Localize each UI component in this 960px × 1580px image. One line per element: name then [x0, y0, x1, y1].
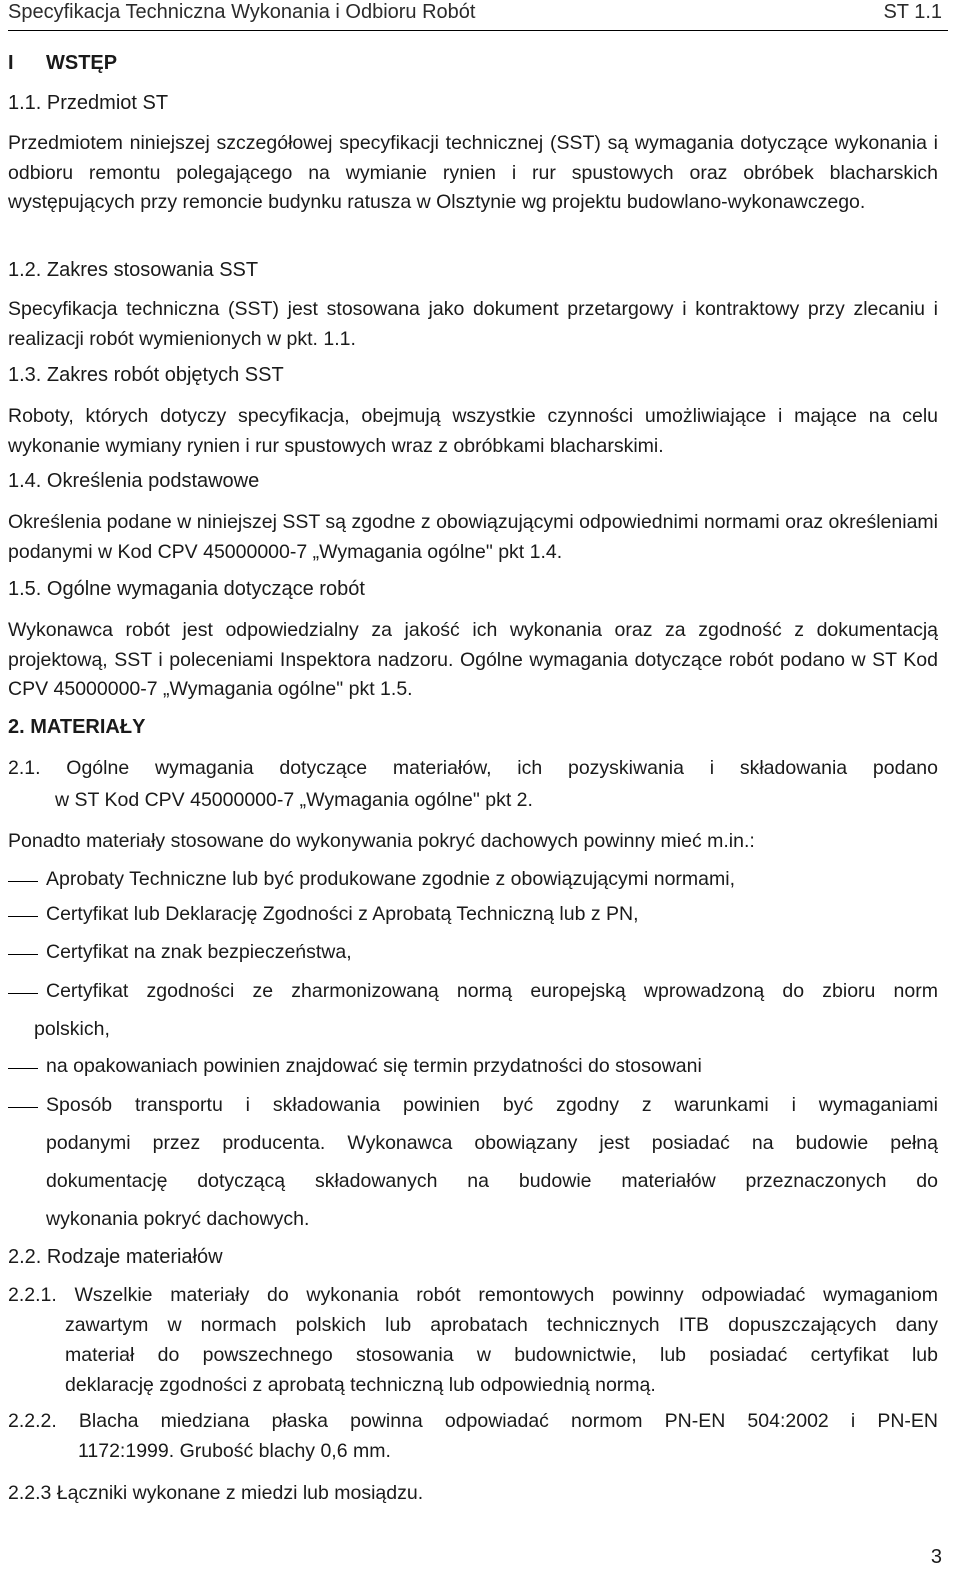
heading-1-2: 1.2. Zakres stosowania SST: [8, 259, 259, 281]
section-2-2-1-line: materiał do powszechnego stosowania w budownictwie, lub posiadać certyfikat lub: [65, 1344, 938, 1366]
bullet-dash: [8, 881, 38, 882]
bullet-item-continuation: dokumentację dotyczącą składowanych na budowie materiałów przeznaczonych do: [46, 1170, 938, 1192]
paragraph-1-5: Wykonawca robót jest odpowiedzialny za jakość ich wykonania oraz za zgodność z dokumentacją projektową, SST i poleceniami Inspektora nadzoru. Ogólne wymagania dotyczące robót podano w ST Kod CPV 45000000-7 „Wymagania ogólne" pkt 1.5.: [8, 619, 938, 700]
bullet-item: Certyfikat zgodności ze zharmonizowaną normą europejską wprowadzoną do zbioru norm: [46, 980, 938, 1002]
materials-intro: Ponadto materiały stosowane do wykonywania pokryć dachowych powinny mieć m.in.:: [8, 830, 755, 852]
section-2-2-3-line: 2.2.3 Łączniki wykonane z miedzi lub mosiądzu.: [8, 1482, 424, 1504]
section-1-title: WSTĘP: [46, 52, 118, 74]
bullet-dash: [8, 1107, 38, 1108]
bullet-item: Certyfikat na znak bezpieczeństwa,: [46, 941, 352, 963]
bullet-dash: [8, 954, 38, 955]
bullet-item: Aprobaty Techniczne lub być produkowane zgodnie z obowiązującymi normami,: [46, 868, 736, 890]
section-2-2-1-line: 2.2.1. Wszelkie materiały do wykonania robót remontowych powinny odpowiadać wymaganiom: [8, 1284, 938, 1306]
bullet-item-continuation: wykonania pokryć dachowych.: [46, 1208, 310, 1230]
page-number: 3: [930, 1546, 942, 1568]
paragraph-1-1: Przedmiotem niniejszej szczegółowej specyfikacji technicznej (SST) są wymagania dotyczące wykonania i odbioru remontu polegającego na wymianie rynien i rur spustowych oraz obróbek blacharskich występujących przy remoncie budynku ratusza w Olsztynie wg projektu budowlano-wykonawczego.: [8, 132, 938, 213]
bullet-item: Certyfikat lub Deklarację Zgodności z Aprobatą Techniczną lub z PN,: [46, 903, 639, 925]
bullet-item-continuation: podanymi przez producenta. Wykonawca obowiązany jest posiadać na budowie pełną: [46, 1132, 938, 1154]
header-title: Specyfikacja Techniczna Wykonania i Odbioru Robót: [8, 1, 476, 23]
section-1-number: I: [8, 52, 14, 74]
section-2-1-line-1: 2.1. Ogólne wymagania dotyczące materiałów, ich pozyskiwania i składowania podano: [8, 757, 938, 779]
bullet-item-continuation: polskich,: [34, 1018, 110, 1040]
bullet-dash: [8, 916, 38, 917]
section-2-1-line-2: w ST Kod CPV 45000000-7 „Wymagania ogólne" pkt 2.: [55, 789, 533, 811]
section-1-heading: [8, 52, 117, 75]
header-code: ST 1.1: [883, 1, 942, 23]
paragraph-1-4: Określenia podane w niniejszej SST są zgodne z obowiązującymi odpowiednimi normami oraz określeniami podanymi w Kod CPV 45000000-7 „Wymagania ogólne" pkt 1.4.: [8, 511, 938, 563]
bullet-item: na opakowaniach powinien znajdować się termin przydatności do stosowani: [46, 1055, 702, 1077]
heading-1-1: 1.1. Przedmiot ST: [8, 92, 169, 114]
bullet-dash: [8, 993, 38, 994]
heading-1-5: 1.5. Ogólne wymagania dotyczące robót: [8, 578, 365, 600]
paragraph-1-3: Roboty, których dotyczy specyfikacja, obejmują wszystkie czynności umożliwiające i mające na celu wykonanie wymiany rynien i rur spustowych wraz z obróbkami blacharskimi.: [8, 405, 938, 457]
heading-1-4: 1.4. Określenia podstawowe: [8, 470, 260, 492]
bullet-item: Sposób transportu i składowania powinien być zgodny z warunkami i wymaganiami: [46, 1094, 938, 1116]
section-2-2-1-line: deklarację zgodności z aprobatą techniczną lub odpowiednią normą.: [65, 1374, 656, 1396]
section-2-2-2-line: 2.2.2. Blacha miedziana płaska powinna odpowiadać normom PN-EN 504:2002 i PN-EN: [8, 1410, 938, 1432]
section-2-2-1-line: zawartym w normach polskich lub aprobatach technicznych ITB dopuszczających dany: [65, 1314, 938, 1336]
paragraph-1-2: Specyfikacja techniczna (SST) jest stosowana jako dokument przetargowy i kontraktowy przy zlecaniu i realizacji robót wymienionych w pkt. 1.1.: [8, 298, 938, 350]
section-2-2-2-line: 1172:1999. Grubość blachy 0,6 mm.: [78, 1440, 391, 1462]
bullet-dash: [8, 1068, 38, 1069]
heading-1-3: 1.3. Zakres robót objętych SST: [8, 364, 284, 386]
page-header: [8, 0, 948, 31]
section-2-heading: 2. MATERIAŁY: [8, 716, 146, 738]
heading-2-2: 2.2. Rodzaje materiałów: [8, 1246, 223, 1268]
